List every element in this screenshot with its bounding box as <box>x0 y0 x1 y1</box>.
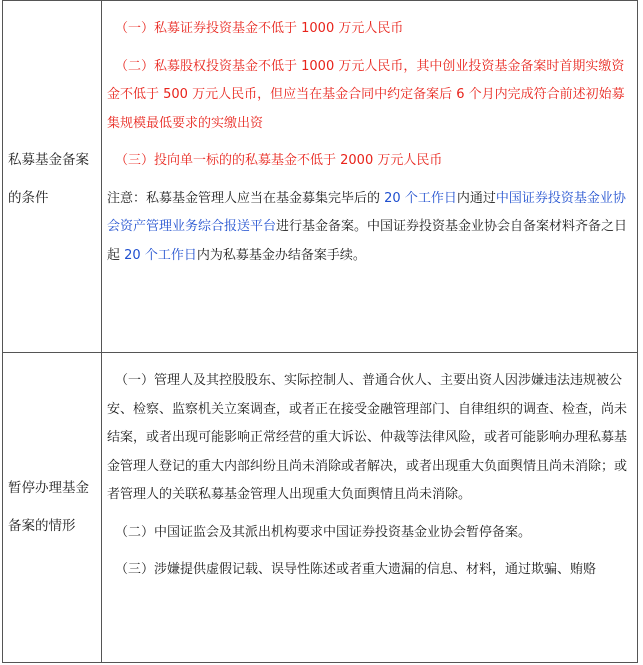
condition-item-3: （三）投向单一标的的私募基金不低于 2000 万元人民币 <box>115 153 443 168</box>
table-row-filing-conditions <box>3 1 637 353</box>
row-label-line: 备案的情形 <box>8 518 76 534</box>
note-days-link-2[interactable]: 20 个工作日 <box>124 247 197 263</box>
suspension-item-3: （三）涉嫌提供虚假记载、误导性陈述或者重大遗漏的信息、材料，通过欺骗、贿赂 <box>115 562 597 577</box>
note-platform-link[interactable]: 中国证券投资基金业协会资产管理业务综合报送平台 <box>107 190 626 234</box>
fund-filing-table <box>2 0 638 663</box>
suspension-item-1: （一）管理人及其控股股东、实际控制人、普通合伙人、主要出资人因涉嫌违法违规被公安、检察、监察机关立案调查，或者正在接受金融管理部门、自律组织的调查、检查，尚未结案，或者出现可能影响正常经营的重大诉讼、仲裁等法律风险，或者可能影响办理私募基金管理人登记的重大内部纠纷且尚未消除或者解决，或者出现重大负面舆情且尚未消除；或者管理人的关联私募基金管理人出现重大负面舆情且尚未消除。 <box>107 373 628 502</box>
row-label-line: 暂停办理基金 <box>8 480 89 496</box>
row-content-cell <box>102 1 637 352</box>
row-label-cell <box>3 353 102 663</box>
suspension-item-2: （二）中国证监会及其派出机构要求中国证券投资基金业协会暂停备案。 <box>115 524 532 540</box>
row-label <box>8 469 89 545</box>
note-mid-2: 进行基金备案。中国证券投资基金业协会自备案材料齐备之日起 <box>107 219 628 263</box>
row-label-cell <box>3 1 102 352</box>
condition-item-2: （二）私募股权投资基金不低于 1000 万元人民币，其中创业投资基金备案时首期实缴资金不低于 500 万元人民币，但应当在基金合同中约定备案后 6 个月内完成符合前述初始募集规模最低要求的实缴出资 <box>107 58 625 131</box>
note-mid-1: 内通过 <box>456 190 496 206</box>
table-row-suspension-cases <box>3 353 637 663</box>
condition-item-1: （一）私募证券投资基金不低于 1000 万元人民币 <box>115 21 404 36</box>
row-label-line: 的条件 <box>8 190 49 206</box>
row-content-cell <box>102 353 637 663</box>
row-label-line: 私募基金备案 <box>8 152 89 168</box>
note-days-link-1[interactable]: 20 个工作日 <box>384 190 457 206</box>
note-suffix: 内为私募基金办结备案手续。 <box>196 247 366 263</box>
note-prefix: 注意：私募基金管理人应当在基金募集完毕后的 <box>107 190 385 206</box>
row-label <box>8 141 89 217</box>
filing-note <box>107 185 633 271</box>
